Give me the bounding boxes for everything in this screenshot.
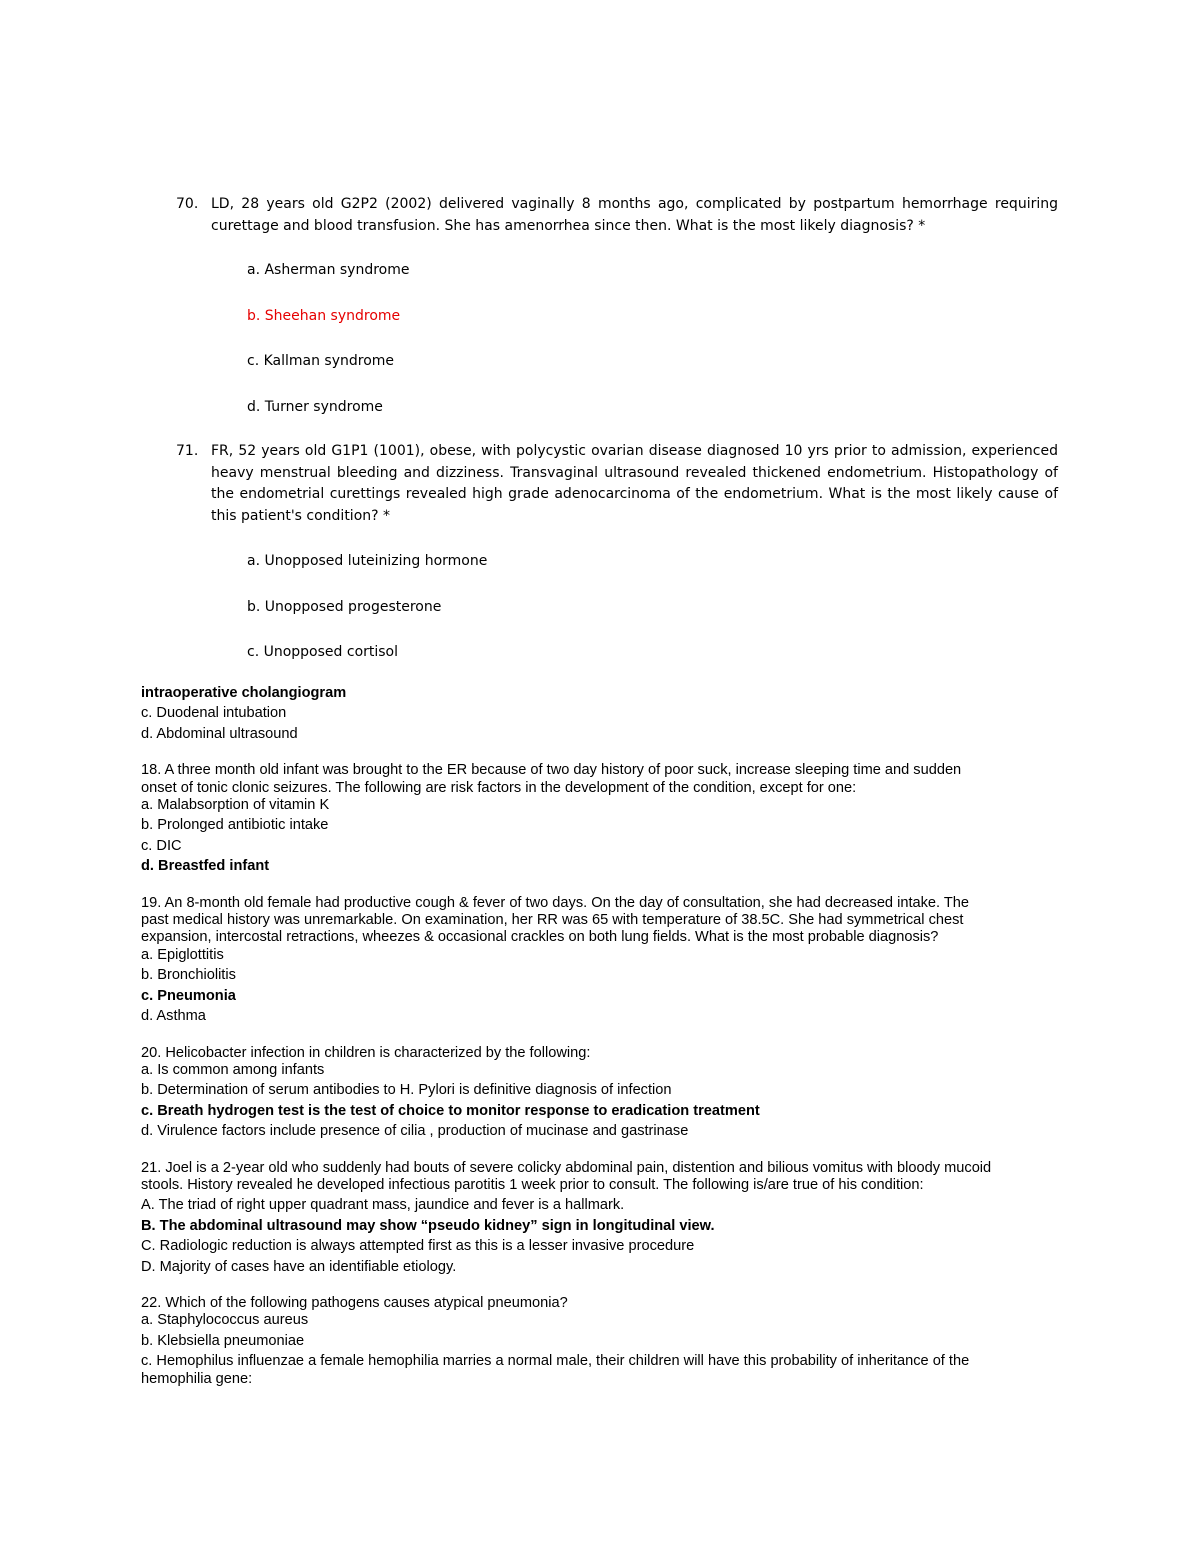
option-c: c. Duodenal intubation [141,705,287,722]
question-text: FR, 52 years old G1P1 (1001), obese, with polycystic ovarian disease diagnosed 10 yrs prior to admission, experienced heavy menstrual bleeding and dizziness. Transvaginal ultrasound revealed thickened endometrium. Histopathology of the endometrial curettings revealed high grade adenocarcinoma of the endometrium. What is the most likely cause of this patient's condition? * [211,443,1058,524]
question-line: 21. Joel is a 2-year old who suddenly had bouts of severe colicky abdominal pain, distention and bilious vomitus with bloody mucoid [141,1159,992,1176]
option-c: c. Kallman syndrome [247,353,395,369]
option-a: a. Epiglottitis [141,946,224,963]
option-c: c. DIC [141,837,182,854]
option-d-answer: d. Breastfed infant [141,858,270,875]
option-a: a. Unopposed luteinizing hormone [247,553,488,569]
option-a: a. Is common among infants [141,1061,325,1078]
question-line: 19. An 8-month old female had productive cough & fever of two days. On the day of consultation, she had decreased intake. The [141,894,970,911]
question-number: 71. [176,443,199,459]
option-continuation: hemophilia gene: [141,1370,253,1387]
option-d: d. Virulence factors include presence of cilia , production of mucinase and gastrinase [141,1123,689,1140]
section-pediatrics [141,685,1066,1388]
question-20 [141,1045,1066,1141]
option-b: b. Prolonged antibiotic intake [141,817,329,834]
question-line: 18. A three month old infant was brought to the ER because of two day history of poor suck, increase sleeping time and sudden [141,762,962,779]
question-70-stem [176,194,1058,237]
question-line: past medical history was unremarkable. On examination, her RR was 65 with temperature of 38.5C. She had symmetrical chest [141,912,964,929]
question-71-stem [176,441,1058,527]
question-text: LD, 28 years old G2P2 (2002) delivered vaginally 8 months ago, complicated by postpartum hemorrhage requiring curettage and blood transfusion. She has amenorrhea since then. What is the most likely diagnosis? * [211,196,1058,234]
option-b: b. Bronchiolitis [141,967,236,984]
fragment-heading: intraoperative cholangiogram [141,685,347,701]
option-d: D. Majority of cases have an identifiable etiology. [141,1258,457,1275]
option-b-answer: b. Sheehan syndrome [247,307,401,324]
question-line: expansion, intercostal retractions, wheezes & occasional crackles on both lung fields. What is the most probable diagnosis? [141,929,939,946]
question-line: 22. Which of the following pathogens causes atypical pneumonia? [141,1294,568,1311]
question-71 [176,441,1058,664]
question-19 [141,895,1066,1026]
question-21 [141,1160,1066,1276]
option-b: b. Determination of serum antibodies to H. Pylori is definitive diagnosis of infection [141,1082,672,1099]
question-70 [176,194,1058,418]
section-ob-gyn [176,194,1058,664]
option-a: a. Asherman syndrome [247,262,410,278]
question-line: stools. History revealed he developed infectious parotitis 1 week prior to consult. The following is/are true of his condition: [141,1176,924,1193]
question-number: 70. [176,196,199,212]
option-c: c. Unopposed cortisol [247,644,399,660]
option-c-answer: c. Pneumonia [141,987,236,1004]
option-a: a. Malabsorption of vitamin K [141,797,330,814]
option-c: C. Radiologic reduction is always attempted first as this is a lesser invasive procedure [141,1238,695,1255]
option-d: d. Abdominal ultrasound [141,725,298,742]
question-22 [141,1295,1066,1388]
question-line: 20. Helicobacter infection in children is characterized by the following: [141,1044,591,1061]
fragment-block [141,685,1066,743]
option-a: a. Staphylococcus aureus [141,1312,309,1329]
question-18 [141,762,1066,875]
option-c-answer: c. Breath hydrogen test is the test of choice to monitor response to eradication treatment [141,1102,760,1119]
option-b: b. Klebsiella pneumoniae [141,1332,305,1349]
option-b-answer: B. The abdominal ultrasound may show “pseudo kidney” sign in longitudinal view. [141,1217,715,1234]
option-c: c. Hemophilus influenzae a female hemophilia marries a normal male, their children will have this probability of inheritance of the [141,1353,970,1370]
option-d: d. Asthma [141,1008,206,1025]
option-a: A. The triad of right upper quadrant mass, jaundice and fever is a hallmark. [141,1197,625,1214]
question-line: onset of tonic clonic seizures. The following are risk factors in the development of the condition, except for one: [141,779,857,796]
option-d: d. Turner syndrome [247,398,383,415]
option-b: b. Unopposed progesterone [247,598,442,615]
